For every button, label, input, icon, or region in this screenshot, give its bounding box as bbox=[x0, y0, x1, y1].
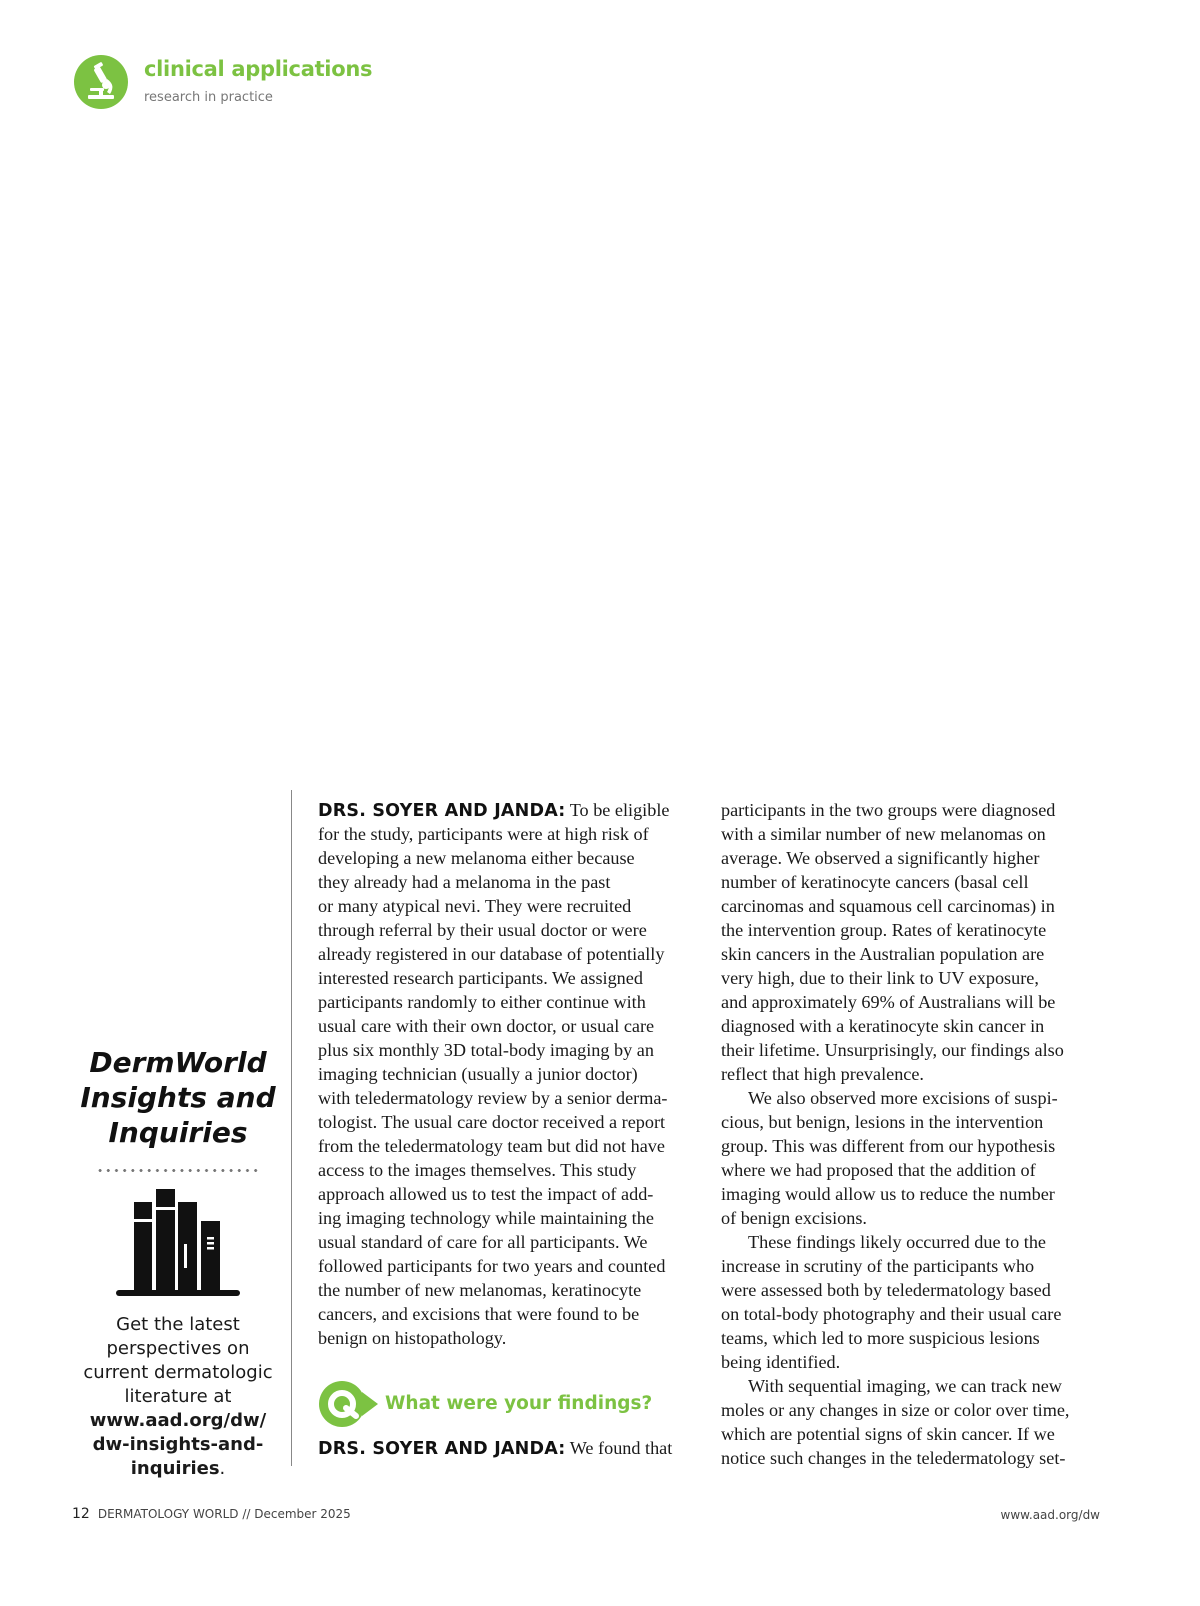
section-title: clinical applications bbox=[144, 57, 373, 81]
column-divider bbox=[291, 790, 292, 1466]
article-line: already registered in our database of potentially bbox=[318, 944, 665, 964]
article-line: moles or any changes in size or color over time, bbox=[721, 1400, 1070, 1420]
article-line: benign on histopathology. bbox=[318, 1328, 507, 1348]
article-paragraph bbox=[721, 798, 1109, 1086]
article-line: being identified. bbox=[721, 1352, 841, 1372]
article-paragraph bbox=[721, 1086, 1109, 1230]
article-line: for the study, participants were at high risk of bbox=[318, 824, 649, 844]
article-line: We also observed more excisions of suspi- bbox=[748, 1088, 1058, 1108]
sidebar-text-line: current dermatologic bbox=[83, 1362, 273, 1383]
article-line: with teledermatology review by a senior derma- bbox=[318, 1088, 668, 1108]
article-line: carcinomas and squamous cell carcinomas) in bbox=[721, 896, 1055, 916]
article-line: which are potential signs of skin cancer. If we bbox=[721, 1424, 1055, 1444]
sidebar-link-suffix: . bbox=[219, 1458, 226, 1479]
article-line: from the teledermatology team but did not have bbox=[318, 1136, 665, 1156]
article-line: through referral by their usual doctor or were bbox=[318, 920, 647, 940]
article-line: followed participants for two years and counted bbox=[318, 1256, 666, 1276]
article-line: on total-body photography and their usual care bbox=[721, 1304, 1062, 1324]
sidebar-title-line: Insights and bbox=[80, 1081, 276, 1114]
article-line: teams, which led to more suspicious lesions bbox=[721, 1328, 1040, 1348]
page-number: 12 bbox=[72, 1506, 90, 1522]
article-line: cious, but benign, lesions in the intervention bbox=[721, 1112, 1044, 1132]
article-line: usual standard of care for all participants. We bbox=[318, 1232, 648, 1252]
article-line: access to the images themselves. This study bbox=[318, 1160, 637, 1180]
sidebar-title-line: Inquiries bbox=[108, 1116, 248, 1149]
article-line: imaging would allow us to reduce the number bbox=[721, 1184, 1055, 1204]
article-line: the intervention group. Rates of keratinocyte bbox=[721, 920, 1047, 940]
sidebar-text-line: perspectives on bbox=[106, 1338, 250, 1359]
microscope-icon bbox=[74, 55, 128, 109]
article-line: approach allowed us to test the impact of add- bbox=[318, 1184, 654, 1204]
sidebar-text-line: Get the latest bbox=[116, 1314, 240, 1335]
article-line: with a similar number of new melanomas on bbox=[721, 824, 1046, 844]
article-line bbox=[318, 798, 706, 822]
article-line: or many atypical nevi. They were recruited bbox=[318, 896, 632, 916]
article-line: of benign excisions. bbox=[721, 1208, 867, 1228]
dotted-divider bbox=[96, 1168, 260, 1173]
section-subtitle: research in practice bbox=[144, 90, 273, 105]
article-text: To be eligible bbox=[565, 800, 670, 820]
article-paragraph bbox=[721, 1374, 1109, 1470]
article-line: the number of new melanomas, keratinocyte bbox=[318, 1280, 642, 1300]
article-column-left bbox=[318, 798, 706, 1460]
question-badge-icon bbox=[318, 1380, 382, 1428]
article-line: plus six monthly 3D total-body imaging by an bbox=[318, 1040, 654, 1060]
article-line: developing a new melanoma either because bbox=[318, 848, 635, 868]
article-line bbox=[318, 1436, 706, 1460]
article-line: tologist. The usual care doctor received a report bbox=[318, 1112, 666, 1132]
article-line: imaging technician (usually a junior doctor) bbox=[318, 1064, 638, 1084]
article-line: skin cancers in the Australian population are bbox=[721, 944, 1045, 964]
article-line: notice such changes in the teledermatology set- bbox=[721, 1448, 1066, 1468]
article-line: they already had a melanoma in the past bbox=[318, 872, 611, 892]
article-line: very high, due to their link to UV exposure, bbox=[721, 968, 1039, 988]
article-paragraph bbox=[721, 1230, 1109, 1374]
question-heading bbox=[318, 1380, 706, 1428]
sidebar-text-line: literature at bbox=[124, 1386, 232, 1407]
article-line: diagnosed with a keratinocyte skin cancer in bbox=[721, 1016, 1045, 1036]
article-column-right bbox=[721, 798, 1109, 1470]
article-line: reflect that high prevalence. bbox=[721, 1064, 924, 1084]
article-line: where we had proposed that the addition of bbox=[721, 1160, 1036, 1180]
article-line: usual care with their own doctor, or usual care bbox=[318, 1016, 655, 1036]
article-text: We found that bbox=[565, 1438, 673, 1458]
article-line: group. This was different from our hypothesis bbox=[721, 1136, 1056, 1156]
article-line: With sequential imaging, we can track new bbox=[748, 1376, 1062, 1396]
sidebar-title bbox=[76, 1045, 280, 1150]
article-line: average. We observed a significantly higher bbox=[721, 848, 1040, 868]
article-line: and approximately 69% of Australians will be bbox=[721, 992, 1056, 1012]
article-line: These findings likely occurred due to the bbox=[748, 1232, 1046, 1252]
sidebar-title-line: DermWorld bbox=[89, 1046, 267, 1079]
sidebar-link[interactable]: www.aad.org/dw/ bbox=[89, 1410, 267, 1431]
books-icon bbox=[116, 1189, 240, 1297]
article-line: ing imaging technology while maintaining the bbox=[318, 1208, 654, 1228]
sidebar-callout bbox=[76, 1045, 280, 1481]
speaker-label: DRS. SOYER AND JANDA: bbox=[318, 801, 566, 821]
sidebar-text bbox=[76, 1313, 280, 1481]
article-paragraph bbox=[318, 822, 706, 1350]
article-line: participants in the two groups were diagnosed bbox=[721, 800, 1056, 820]
article-line: increase in scrutiny of the participants who bbox=[721, 1256, 1035, 1276]
footer-left bbox=[72, 1506, 351, 1522]
article-line: cancers, and excisions that were found to be bbox=[318, 1304, 640, 1324]
speaker-label: DRS. SOYER AND JANDA: bbox=[318, 1439, 566, 1459]
article-line: participants randomly to either continue with bbox=[318, 992, 646, 1012]
article-line: interested research participants. We assigned bbox=[318, 968, 643, 988]
question-text: What were your findings? bbox=[385, 1393, 653, 1414]
article-line: their lifetime. Unsurprisingly, our findings also bbox=[721, 1040, 1064, 1060]
article-line: were assessed both by teledermatology based bbox=[721, 1280, 1051, 1300]
publication-info: DERMATOLOGY WORLD // December 2025 bbox=[97, 1507, 351, 1521]
article-line: number of keratinocyte cancers (basal cell bbox=[721, 872, 1029, 892]
footer-url[interactable]: www.aad.org/dw bbox=[1000, 1508, 1100, 1522]
sidebar-link[interactable]: inquiries bbox=[130, 1458, 220, 1479]
sidebar-link[interactable]: dw-insights-and- bbox=[92, 1434, 264, 1455]
